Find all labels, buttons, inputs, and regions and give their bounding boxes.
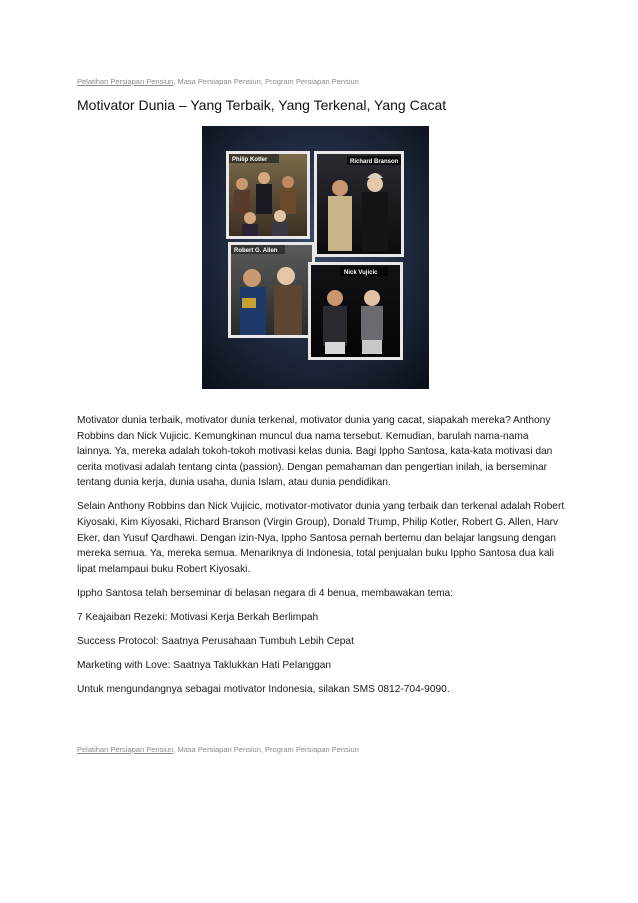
- footer-tags: [77, 745, 359, 754]
- robert-g-allen-photo: [228, 242, 315, 338]
- motivators-collage-image: [202, 126, 429, 389]
- label-nick-vujicic: Nick Vujicic: [344, 270, 378, 276]
- nick-vujicic-photo: [308, 262, 403, 360]
- label-philip-kotler: Philip Kotler: [232, 157, 268, 163]
- paragraph-motivators: Selain Anthony Robbins dan Nick Vujicic, motivator-motivator dunia yang terbaik dan terkenal adalah Robert Kiyosaki, Kim Kiyosaki, Richard Branson (Virgin Group), Donald Trump, Philip Kotler, Robert G. Allen, Harv Eker, dan Yusuf Qardhawi. Dengan izin-Nya, Ippho Santosa pernah bertemu dan belajar langsung dengan mereka semua. Ya, mereka semua. Menariknya di Indonesia, total penjualan buku Ippho Santosa dua kali lipat melampaui buku Robert Kiyosaki.: [77, 501, 565, 575]
- theme-item-3: Marketing with Love: Saatnya Taklukkan Hati Pelanggan: [77, 660, 332, 672]
- theme-item-2: Success Protocol: Saatnya Perusahaan Tumbuh Lebih Cepat: [77, 636, 354, 648]
- article-body: [77, 413, 565, 706]
- paragraph-intro: Motivator dunia terbaik, motivator dunia terkenal, motivator dunia yang cacat, siapakah mereka? Anthony Robbins dan Nick Vujicic. Kemungkinan muncul dua nama tersebut. Kemudian, barulah nama-nama lainnya. Ya, mereka adalah tokoh-tokoh motivasi kelas dunia. Bagi Ippho Santosa, kata-kata motivasi dan cerita motivasi adalah tentang cinta (passion). Dengan pemahaman dan pengertian inilah, ia berseminar tentang dunia kerja, dunia usaha, dunia Islam, atau dunia pendidikan.: [77, 415, 553, 489]
- philip-kotler-photo: [226, 151, 310, 239]
- paragraph-contact: Untuk mengundangnya sebagai motivator Indonesia, silakan SMS 0812-704-9090.: [77, 684, 450, 696]
- paragraph-seminar: Ippho Santosa telah berseminar di belasan negara di 4 benua, membawakan tema:: [77, 587, 454, 599]
- header-tags-rest: , Masa Persiapan Pensiun, Program Persiapan Pensiun: [173, 77, 359, 86]
- label-robert-g-allen: Robert G. Allen: [234, 248, 278, 254]
- label-richard-branson: Richard Branson: [350, 159, 399, 165]
- header-tags: [77, 77, 359, 86]
- theme-item-1: 7 Keajaiban Rezeki: Motivasi Kerja Berkah Berlimpah: [77, 612, 319, 624]
- header-tag-link[interactable]: Pelatihan Persiapan Pensiun: [77, 77, 174, 86]
- article-title: Motivator Dunia – Yang Terbaik, Yang Terkenal, Yang Cacat: [77, 97, 447, 113]
- footer-tags-rest: , Masa Persiapan Pensiun, Program Persiapan Pensiun: [173, 745, 359, 754]
- richard-branson-photo: [314, 151, 404, 257]
- footer-tag-link[interactable]: Pelatihan Persiapan Pensiun: [77, 745, 174, 754]
